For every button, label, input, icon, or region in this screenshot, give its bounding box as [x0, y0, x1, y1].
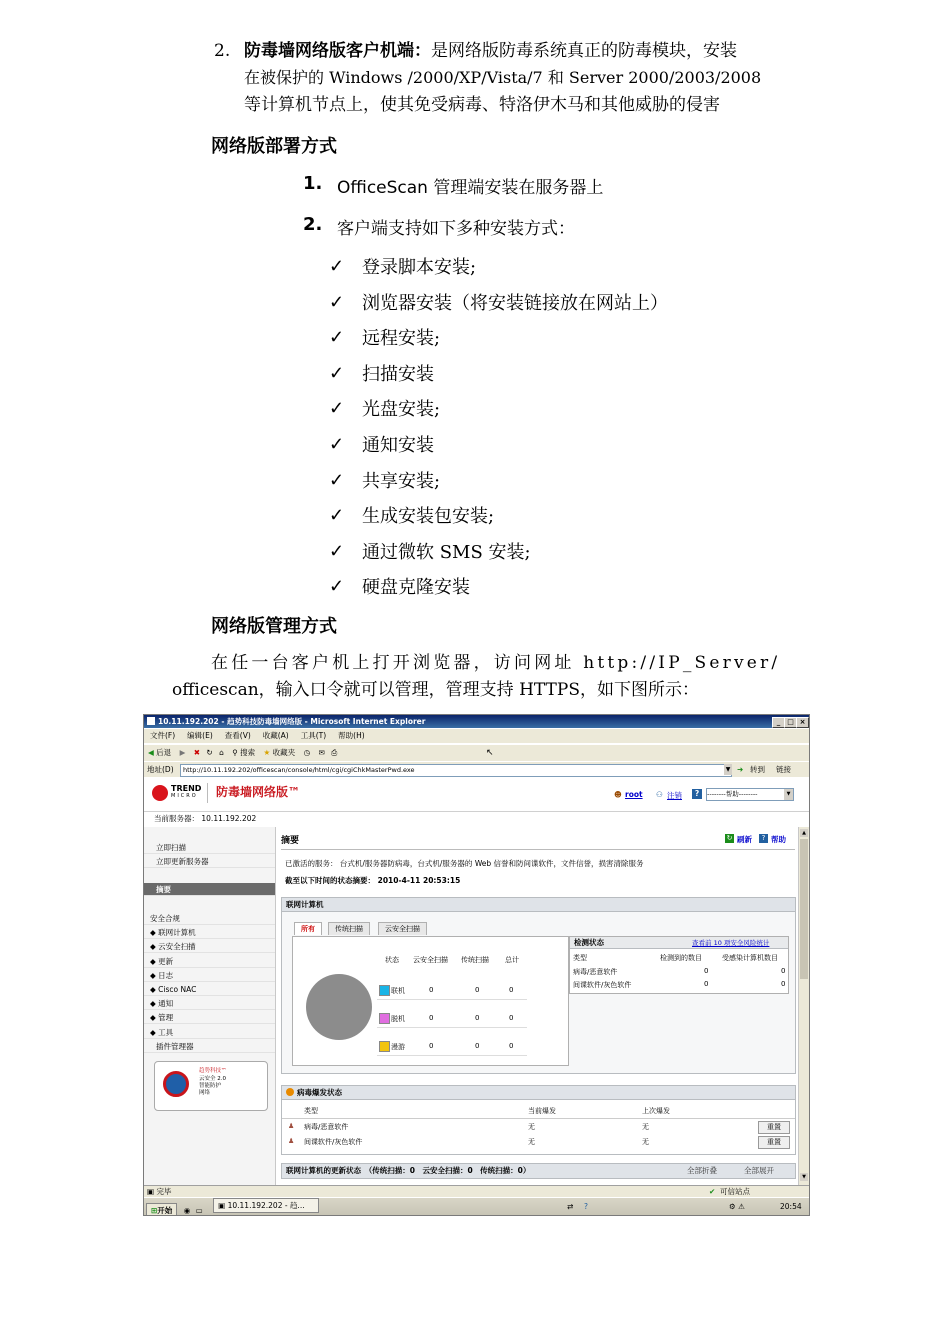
detect-type: 间谍软件/灰色软件	[573, 981, 632, 989]
status-count: 0	[475, 1014, 480, 1022]
warning-icon	[286, 1088, 294, 1096]
trusted-zone-label: 可信站点	[720, 1187, 750, 1196]
active-services: 已激活的服务： 台式机/服务器防病毒，台式机/服务器的 Web 信誉和防间谍软件，文件信誉，损害清除服务	[285, 859, 644, 868]
title-divider	[281, 849, 795, 850]
networked-tab[interactable]: 传统扫描	[328, 922, 370, 935]
outbreak-type: 间谍软件/灰色软件	[304, 1138, 363, 1146]
current-outbreak: 无	[528, 1138, 535, 1146]
row-divider	[377, 999, 527, 1000]
item2-text: 是网络版防毒系统真正的防毒模块，安装	[431, 41, 737, 61]
manage-line2: officescan，输入口令就可以管理，管理支持 HTTPS，如下图所示：	[172, 680, 699, 700]
menu-item[interactable]: 帮助(H)	[338, 731, 365, 740]
status-count: 0	[509, 986, 514, 994]
detection-status-box	[569, 936, 789, 994]
tray-network-icon[interactable]: ⇄	[567, 1202, 574, 1211]
menu-item[interactable]: 工具(T)	[300, 731, 327, 740]
reset-button[interactable]: 重置	[758, 1136, 790, 1149]
taskbar-window-label: 10.11.192.202 - 趋...	[227, 1201, 305, 1210]
menu-bar	[144, 729, 809, 743]
networked-computers-header: 联网计算机	[282, 898, 795, 912]
clock: 20:54	[780, 1202, 802, 1211]
menu-item[interactable]: 文件(F)	[150, 731, 176, 740]
favorites-button[interactable]: 收藏夹	[272, 748, 296, 757]
detection-status-header: 检测状态	[570, 937, 788, 949]
trusted-zone-icon: ✔	[709, 1187, 716, 1196]
deploy-item-1: OfficeScan 管理端安装在服务器上	[337, 178, 604, 198]
outbreak-divider	[282, 1118, 795, 1119]
check-icon: ✓	[329, 398, 345, 420]
status-count: 0	[509, 1014, 514, 1022]
help-select-value: --------帮助--------	[707, 790, 758, 798]
badge-line4: 网络	[199, 1090, 211, 1096]
sidebar-nav-item[interactable]: ◆ 管理	[144, 1011, 275, 1024]
status-row-label: 漫游	[391, 1043, 405, 1051]
person-icon: ♟	[288, 1137, 295, 1145]
current-server-bar	[144, 811, 809, 827]
install-method-item: 登录脚本安装;	[362, 257, 477, 278]
install-method-item: 扫描安装	[362, 363, 434, 385]
sidebar	[144, 827, 276, 1185]
close-button[interactable]: ×	[796, 717, 809, 728]
sidebar-nav-item[interactable]: ◆ 工具	[144, 1026, 275, 1039]
sidebar-scan-now[interactable]: 立即扫描	[144, 841, 275, 854]
help-link[interactable]: 帮助	[771, 835, 786, 844]
window-titlebar	[144, 715, 809, 728]
reset-button[interactable]: 重置	[758, 1121, 790, 1134]
status-count: 0	[429, 1042, 434, 1050]
install-method-item: 生成安装包安装;	[362, 506, 495, 528]
logout-link[interactable]: 注销	[667, 791, 682, 800]
address-input[interactable]	[180, 764, 732, 777]
status-row-label: 脱机	[391, 1015, 405, 1023]
status-count: 0	[509, 1042, 514, 1050]
check-icon: ✓	[329, 291, 345, 313]
check-icon: ✓	[329, 362, 345, 384]
legend-swatch	[379, 1041, 390, 1052]
sidebar-update-server[interactable]: 立即更新服务器	[144, 855, 275, 868]
status-chart-box	[292, 936, 569, 1066]
sidebar-nav-item[interactable]: ◆ 云安全扫描	[144, 940, 275, 953]
maximize-button[interactable]: □	[784, 717, 797, 728]
go-arrow-icon[interactable]: ➜	[737, 765, 744, 774]
help-icon[interactable]: ?	[692, 789, 702, 799]
legend-swatch	[379, 1013, 390, 1024]
heading-manage: 网络版管理方式	[211, 616, 337, 637]
outbreak-title: 病毒爆发状态	[297, 1088, 342, 1097]
main-content	[277, 827, 797, 1185]
home-icon[interactable]: ⌂	[219, 748, 224, 757]
status-count: 0	[475, 1042, 480, 1050]
back-button[interactable]: 后退	[156, 748, 172, 757]
sidebar-nav-item[interactable]: ◆ 日志	[144, 969, 275, 982]
print-icon[interactable]: ⎙	[331, 748, 338, 757]
search-button[interactable]: 搜索	[240, 748, 256, 757]
outbreak-type: 病毒/恶意软件	[304, 1123, 349, 1131]
sidebar-nav-item[interactable]: ◆ 更新	[144, 955, 275, 968]
refresh-icon[interactable]: ↻	[206, 748, 213, 757]
tray-icons: ⚙ ⚠	[729, 1202, 745, 1211]
row-divider	[377, 1055, 527, 1056]
scroll-down-icon[interactable]: ▼	[800, 1173, 808, 1181]
check-icon: ✓	[329, 256, 345, 277]
browser-toolbar	[144, 744, 809, 761]
detect-count: 0	[704, 980, 709, 988]
item2-line2: 在被保护的 Windows /2000/XP/Vista/7 和 Server 2000/2003/2008	[244, 68, 762, 87]
install-method-item: 浏览器安装（将安装链接放在网站上）	[362, 292, 668, 314]
globe-icon	[163, 1071, 189, 1097]
help-select-arrow-icon[interactable]: ▼	[784, 789, 793, 800]
install-method-item: 通过微软 SMS 安装;	[362, 541, 531, 563]
detect-col-header: 受感染计算机数目	[722, 954, 778, 962]
brand-bottom: MICRO	[171, 793, 198, 799]
last-outbreak: 无	[642, 1123, 649, 1131]
detect-col-header: 类型	[573, 954, 587, 962]
favorites-star-icon[interactable]: ★	[263, 748, 271, 757]
row-divider	[377, 1027, 527, 1028]
outbreak-col-header: 当前爆发	[528, 1107, 556, 1115]
sidebar-nav-item[interactable]: ◆ Cisco NAC	[144, 983, 275, 996]
update-status-text: 联网计算机的更新状态 （传统扫描：0 云安全扫描：0 传统扫描：0）	[286, 1166, 531, 1175]
check-icon: ✓	[329, 469, 345, 491]
help-select[interactable]	[706, 788, 794, 801]
links-button[interactable]: 链接	[776, 765, 791, 774]
legend-swatch	[379, 985, 390, 996]
heading-deploy: 网络版部署方式	[211, 136, 337, 157]
vertical-scrollbar[interactable]	[798, 827, 809, 1185]
quicklaunch-ie-icon[interactable]: ◉	[183, 1206, 191, 1215]
expand-all-link[interactable]: 全部展开	[744, 1166, 774, 1175]
check-icon: ✓	[329, 434, 345, 455]
user-link[interactable]: root	[625, 790, 643, 799]
networked-tab[interactable]: 所有	[294, 922, 322, 935]
deploy-item-2-number: 2.	[303, 214, 323, 235]
stop-icon[interactable]: ✖	[193, 748, 201, 757]
menu-item[interactable]: 收藏(A)	[262, 731, 289, 740]
status-timestamp: 截至以下时间的状态摘要： 2010-4-11 20:53:15	[285, 876, 461, 885]
refresh-link[interactable]: 刷新	[737, 835, 752, 844]
detect-count: 0	[704, 967, 709, 975]
brand-top: TREND	[171, 784, 202, 793]
outbreak-col-header: 类型	[304, 1107, 318, 1115]
badge-line2: 云安全 2.0	[199, 1076, 226, 1082]
install-method-item: 通知安装	[362, 435, 434, 456]
console-screenshot	[143, 714, 810, 1216]
top10-risk-link[interactable]: 查看前 10 项安全风险统计	[692, 939, 770, 947]
ie-icon	[147, 717, 155, 725]
status-pie-chart	[299, 967, 379, 1047]
status-col-header: 状态	[385, 956, 399, 964]
current-outbreak: 无	[528, 1123, 535, 1131]
minimize-button[interactable]: _	[772, 717, 785, 728]
install-method-item: 共享安装;	[362, 470, 441, 492]
outbreak-col-header: 上次爆发	[642, 1107, 670, 1115]
install-method-item: 硬盘克隆安装	[362, 577, 470, 599]
badge-line1: 趋势科技™	[199, 1068, 227, 1074]
last-outbreak: 无	[642, 1138, 649, 1146]
taskbar-window-button[interactable]	[213, 1198, 319, 1213]
detect-col-header: 检测到的数目	[660, 954, 702, 962]
quicklaunch-desktop-icon[interactable]: ▭	[195, 1206, 203, 1215]
check-icon: ✓	[329, 540, 345, 562]
menu-item[interactable]: 查看(V)	[224, 731, 251, 740]
back-arrow-icon[interactable]: ◀	[148, 748, 154, 757]
install-method-item: 光盘安装;	[362, 399, 441, 421]
taskbar-ie-icon: ▣	[218, 1201, 226, 1210]
infected-count: 0	[781, 967, 786, 975]
summary-title: 摘要	[281, 836, 300, 846]
address-dropdown-icon[interactable]: ▼	[725, 766, 731, 773]
sidebar-nav-item[interactable]: ◆ 联网计算机	[144, 926, 275, 939]
mail-icon[interactable]: ✉	[318, 748, 325, 757]
infected-count: 0	[781, 980, 786, 988]
history-icon[interactable]: ◷	[303, 748, 311, 757]
product-name: 防毒墙网络版™	[216, 785, 301, 799]
windows-logo-icon: ⊞	[151, 1206, 158, 1215]
manage-line1: 在任一台客户机上打开浏览器，访问网址 http://IP_Server/	[211, 653, 781, 673]
start-button[interactable]	[146, 1203, 177, 1216]
check-icon: ✓	[329, 505, 345, 527]
window-title: 10.11.192.202 - 趋势科技防毒墙网络版 - Microsoft Internet Explorer	[158, 717, 426, 726]
deploy-item-1-number: 1.	[303, 173, 323, 194]
menu-item[interactable]: 编辑(E)	[187, 731, 213, 740]
person-icon: ♟	[288, 1122, 295, 1130]
sidebar-nav-item[interactable]: ◆ 通知	[144, 997, 275, 1010]
deploy-item-2: 客户端支持如下多种安装方式：	[337, 219, 575, 239]
scroll-thumb[interactable]	[800, 839, 808, 979]
forward-arrow-icon[interactable]: ▶	[179, 748, 186, 757]
status-count: 0	[475, 986, 480, 994]
check-icon: ✓	[329, 576, 345, 598]
install-method-item: 远程安装;	[362, 328, 441, 350]
start-label: 开始	[157, 1206, 173, 1215]
refresh-icon[interactable]: ↻	[726, 834, 733, 842]
mouse-cursor-icon: ↖	[486, 748, 494, 758]
status-col-header: 传统扫描	[461, 956, 489, 964]
search-icon[interactable]: ⚲	[232, 748, 238, 757]
status-count: 0	[429, 986, 434, 994]
go-button[interactable]: 转到	[750, 765, 765, 774]
update-status-bar	[281, 1163, 796, 1179]
status-row-label: 联机	[391, 987, 405, 995]
item2-bold-label: 防毒墙网络版客户机端：	[244, 41, 431, 61]
outbreak-panel	[281, 1085, 796, 1155]
badge-line3: 智能防护	[199, 1083, 222, 1089]
item2-line1	[244, 37, 737, 65]
address-url: http://10.11.192.202/officescan/console/html/cgi/cgiChkMasterPwd.exe	[183, 766, 415, 774]
current-server-label: 当前服务器：	[154, 814, 199, 823]
detect-type: 病毒/恶意软件	[573, 968, 618, 976]
networked-computers-panel	[281, 897, 796, 1074]
tray-help-icon[interactable]: ?	[584, 1202, 588, 1211]
trend-micro-logo-icon	[152, 785, 168, 801]
scroll-up-icon[interactable]: ▲	[800, 829, 808, 837]
sidebar-nav-item[interactable]: 安全合规	[144, 912, 275, 925]
status-done: 完毕	[156, 1187, 172, 1196]
status-col-header: 总计	[505, 956, 519, 964]
sidebar-summary[interactable]: 摘要	[144, 883, 275, 896]
networked-tab[interactable]: 云安全扫描	[378, 922, 427, 935]
address-label: 地址(D)	[147, 765, 174, 774]
collapse-all-link[interactable]: 全部折叠	[687, 1166, 717, 1175]
item2-line3: 等计算机节点上，使其免受病毒、特洛伊木马和其他威胁的侵害	[244, 95, 720, 115]
logout-icon: ⚇	[656, 790, 663, 799]
sidebar-plugin-manager[interactable]: 插件管理器	[144, 1040, 275, 1053]
page-icon: ▣	[147, 1187, 155, 1196]
user-icon: ☻	[614, 790, 622, 799]
header-divider	[207, 783, 208, 803]
address-bar	[144, 761, 809, 777]
current-server-value: 10.11.192.202	[201, 814, 257, 823]
smart-protection-badge	[154, 1061, 268, 1111]
status-count: 0	[429, 1014, 434, 1022]
check-icon: ✓	[329, 327, 345, 349]
outbreak-header	[282, 1086, 795, 1100]
help-icon[interactable]: ?	[759, 834, 768, 843]
item2-number: 2.	[214, 41, 231, 61]
taskbar	[144, 1197, 809, 1216]
status-col-header: 云安全扫描	[413, 956, 448, 964]
app-header	[144, 777, 809, 812]
pie-empty	[306, 974, 372, 1040]
